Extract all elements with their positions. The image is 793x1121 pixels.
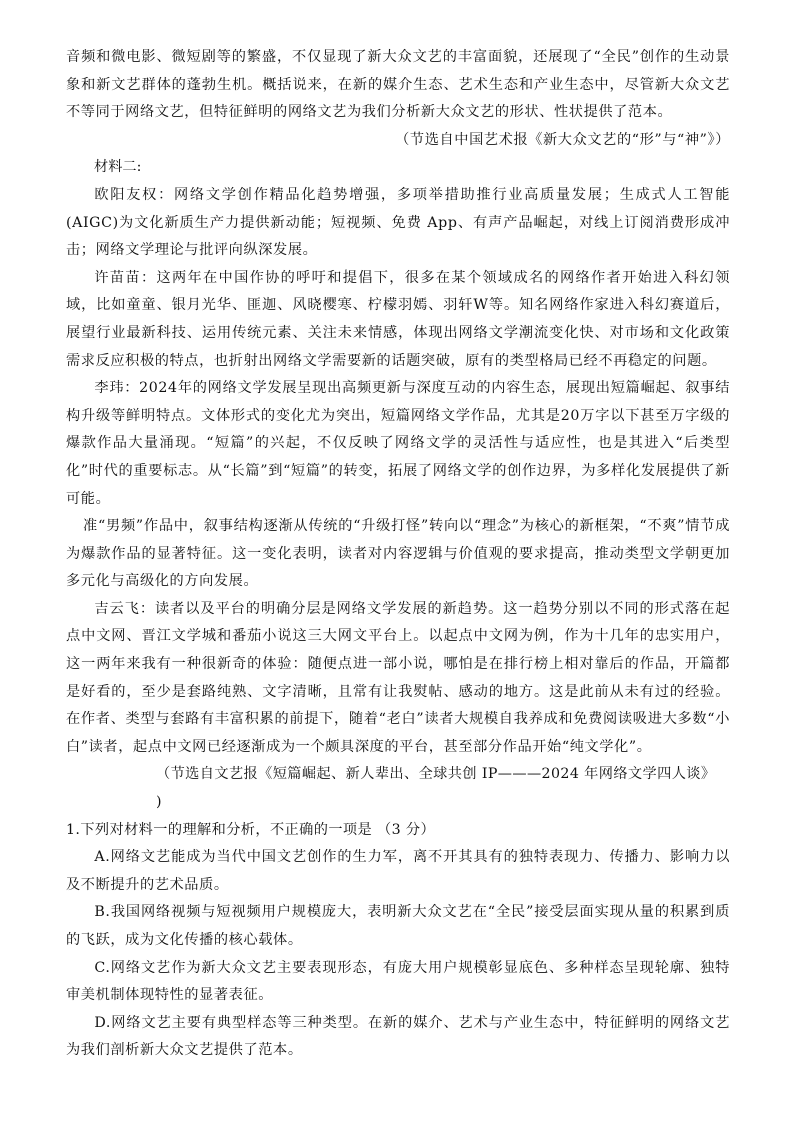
paragraph-xu: 许苗苗：这两年在中国作协的呼吁和提倡下，很多在某个领域成名的网络作者开始进入科幻领域，比如童童、银月光华、匪迦、风晓樱寒、柠檬羽嫣、羽轩W等。知名网络作家进入科幻赛道后，展望行业最新科技、运用传统元素、关注未来情感，体现出网络文学潮流变化快、对市场和文化政策需求反应积极的特点，也折射出网络文学需要新的话题突破，原有的类型格局已经不再稳定的问题。 (66, 269, 730, 369)
question-1: 1.下列对材料一的理解和分析，不正确的一项是 （3 分） (66, 821, 436, 838)
material-2-label: 材料二: (94, 159, 142, 176)
document-page (66, 44, 730, 1065)
passage-top: 音频和微电影、微短剧等的繁盛，不仅显现了新大众文艺的丰富面貌，还展现了“全民”创作的生动景象和新文艺群体的蓬勃生机。概括说来，在新的媒介生态、艺术生态和产业生态中，尽管新大众文艺不等同于网络文艺，但特征鲜明的网络文艺为我们分析新大众文艺的形状、性状提供了范本。 (66, 49, 730, 121)
paragraph-ouyang: 欧阳友权：网络文学创作精品化趋势增强，多项举措助推行业高质量发展；生成式人工智能(AIGC)为文化新质生产力提供新动能；短视频、免费 App、有声产品崛起，对线上订阅消费形成冲击；网络文学理论与批评向纵深发展。 (66, 186, 730, 259)
source-citation-1: （节选自中国艺术报《新大众文艺的“形”与“神”》） (395, 131, 730, 148)
paragraph-li: 李玮：2024年的网络文学发展呈现出高频更新与深度互动的内容生态，展现出短篇崛起、叙事结构升级等鲜明特点。文体形式的变化尤为突出，短篇网络文学作品，尤其是20万字以下甚至万字级的爆款作品大量涌现。“短篇”的兴起，不仅反映了网络文学的灵活性与适应性，也是其进入“后类型化”时代的重要标志。从“长篇”到“短篇”的转变，拓展了网络文学的创作边界，为多样化发展提供了新可能。 (66, 380, 730, 507)
option-a: A.网络文艺能成为当代中国文艺创作的生力军，离不开其具有的独特表现力、传播力、影响力以及不断提升的艺术品质。 (66, 849, 730, 893)
paragraph-ji: 吉云飞：读者以及平台的明确分层是网络文学发展的新趋势。这一趋势分别以不同的形式落在起点中文网、晋江文学城和番茄小说这三大网文平台上。以起点中文网为例，作为十几年的忠实用户，这一两年来我有一种很新奇的体验：随便点进一部小说，哪怕是在排行榜上相对靠后的作品，开篇都是好看的，至少是套路纯熟、文字清晰，且常有让我熨帖、感动的地方。这是此前从未有过的经验。在作者、类型与套路有丰富积累的前提下，随着“老白”读者大规模自我养成和免费阅读吸进大多数“小白”读者，起点中文网已经逐渐成为一个颇具深度的平台，甚至部分作品开始“纯文学化”。 (66, 600, 730, 755)
option-d: D.网络文艺主要有典型样态等三种类型。在新的媒介、艺术与产业生态中，特征鲜明的网络文艺为我们剖析新大众文艺提供了范本。 (66, 1014, 730, 1059)
source-citation-2-close: ) (156, 794, 162, 811)
option-b: B.我国网络视频与短视频用户规模庞大，表明新大众文艺在“全民”接受层面实现从量的积累到质的飞跃，成为文化传播的核心载体。 (66, 904, 730, 948)
source-citation-2: （节选自文艺报《短篇崛起、新人辈出、全球共创 IP———2024 年网络文学四人谈》 (156, 766, 716, 783)
option-c: C.网络文艺作为新大众文艺主要表现形态，有庞大用户规模彰显底色、多种样态呈现轮廓、独特审美机制体现特性的显著表征。 (66, 959, 730, 1004)
paragraph-male-channel: 准“男频”作品中，叙事结构逐渐从传统的“升级打怪”转向以“理念”为核心的新框架，“不爽”情节成为爆款作品的显著特征。这一变化表明，读者对内容逻辑与价值观的要求提高，推动类型文学朝更加多元化与高级化的方向发展。 (66, 518, 730, 590)
